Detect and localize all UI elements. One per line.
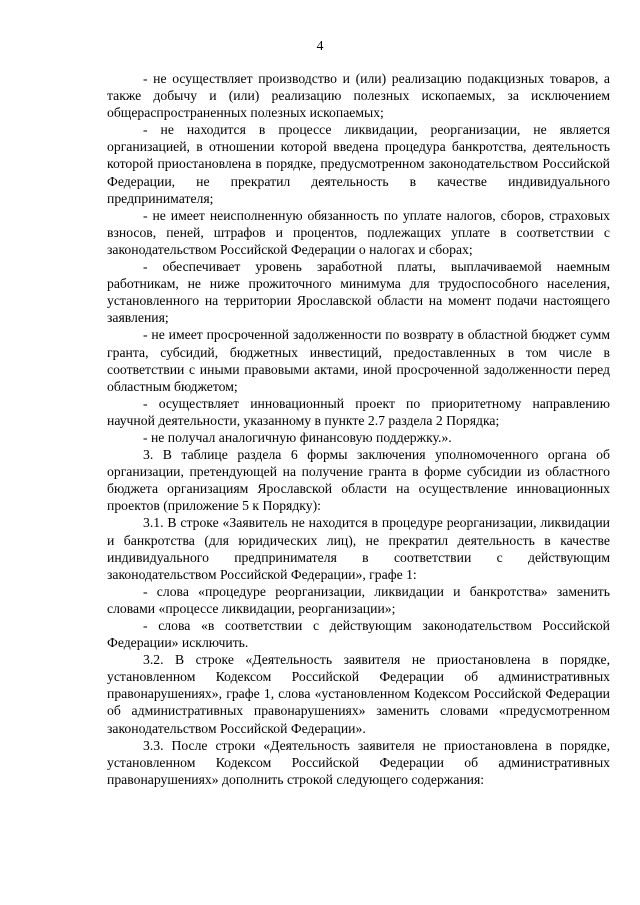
page-number: 4: [316, 38, 324, 53]
paragraph-excise-goods: - не осуществляет производство и (или) реализацию подакцизных товаров, а также добычу и (или) реализацию полезных ископаемых, за исключением общераспространенных полезных ископаемых;: [107, 71, 610, 121]
paragraph-innovation-project: - осуществляет инновационный проект по приоритетному направлению научной деятельности, указанному в пункте 2.7 раздела 2 Порядка;: [107, 395, 610, 428]
paragraph-overdue-debt: - не имеет просроченной задолженности по возврату в областной бюджет сумм гранта, субсидий, бюджетных инвестиций, предоставленных в том числе в соответствии с иными правовыми актами, иной просроченной задолженности перед областным бюджетом;: [107, 327, 610, 394]
paragraph-3-2: 3.2. В строке «Деятельность заявителя не приостановлена в порядке, установленном Кодексом Российской Федерации об административных правонарушениях», графе 1, слова «установленном Кодексом Российской Федерации об административных правонарушениях» заменить словами «предусмотренном законодательством Российской Федерации».: [107, 652, 610, 736]
paragraph-liquidation: - не находится в процессе ликвидации, реорганизации, не является организацией, в отношении которой введена процедура банкротства, деятельность которой приостановлена в порядке, предусмотренном законодательством Российской Федерации, не прекратил деятельность в качестве индивидуального предпринимателя;: [107, 122, 610, 206]
paragraph-3-3: 3.3. После строки «Деятельность заявителя не приостановлена в порядке, установленном Кодексом Российской Федерации об административных правонарушениях» дополнить строкой следующего содержания:: [107, 737, 610, 787]
paragraph-wages: - обеспечивает уровень заработной платы, выплачиваемой наемным работникам, не ниже прожиточного минимума для трудоспособного населения, установленного на территории Ярославской области на момент подачи настоящего заявления;: [107, 259, 610, 326]
document-body: [107, 70, 610, 788]
paragraph-3-1-replace: - слова «процедуре реорганизации, ликвидации и банкротства» заменить словами «процессе ликвидации, реорганизации»;: [107, 583, 610, 616]
paragraph-no-similar-support: - не получал аналогичную финансовую поддержку.».: [143, 429, 452, 445]
paragraph-3-1-exclude: - слова «в соответствии с действующим законодательством Российской Федерации» исключить.: [107, 618, 610, 651]
paragraph-section-3: 3. В таблице раздела 6 формы заключения уполномоченного органа об организации, претендующей на получение гранта в форме субсидии из областного бюджета организациям Ярославской области на осуществление инновационных проектов (приложение 5 к Порядку):: [107, 447, 610, 514]
paragraph-3-1: 3.1. В строке «Заявитель не находится в процедуре реорганизации, ликвидации и банкротства (для юридических лиц), не прекратил деятельность в качестве индивидуального предпринимателя в соответствии с действующим законодательством Российской Федерации», графе 1:: [107, 515, 610, 582]
paragraph-tax-obligations: - не имеет неисполненную обязанность по уплате налогов, сборов, страховых взносов, пеней, штрафов и процентов, подлежащих уплате в соответствии с законодательством Российской Федерации о налогах и сборах;: [107, 207, 610, 257]
